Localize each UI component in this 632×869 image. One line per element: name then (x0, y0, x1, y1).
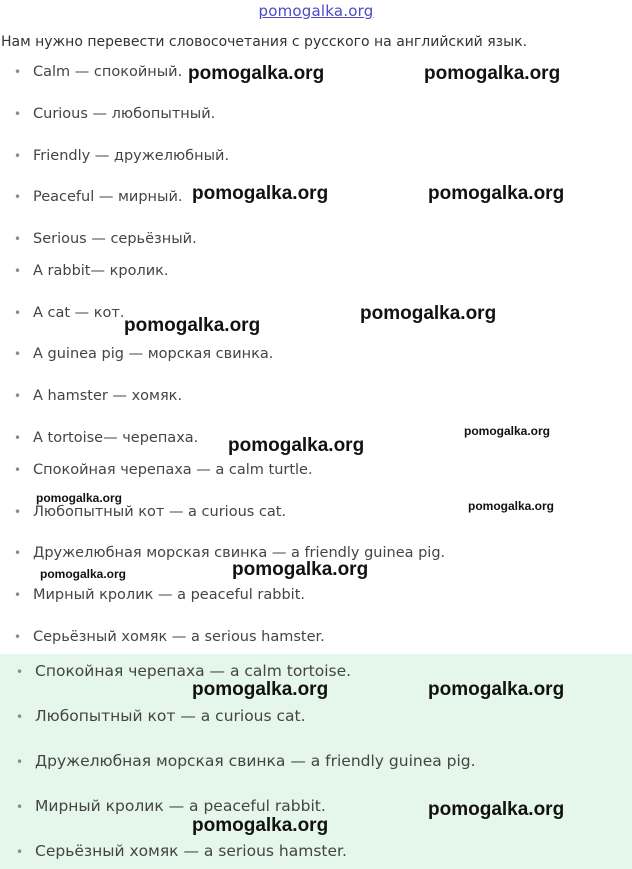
list-item (14, 587, 305, 603)
bullet-icon: • (14, 588, 22, 602)
list-item-text: Serious — серьёзный. (33, 231, 197, 247)
answer-item-text: Мирный кролик — a peaceful rabbit. (35, 797, 326, 815)
bullet-icon: • (14, 306, 22, 320)
watermark: pomogalka.org (192, 815, 329, 836)
bullet-icon: • (14, 630, 22, 644)
list-item (14, 106, 215, 122)
bullet-icon: • (14, 431, 22, 445)
bullet-icon: • (14, 463, 22, 477)
bullet-icon: • (16, 800, 24, 814)
list-item-text: A tortoise— черепаха. (33, 430, 199, 446)
answer-item (16, 842, 347, 860)
watermark: pomogalka.org (36, 491, 123, 505)
watermark: pomogalka.org (228, 435, 365, 456)
list-item (14, 545, 445, 561)
bullet-icon: • (14, 232, 22, 246)
watermark: pomogalka.org (40, 567, 127, 581)
list-item (14, 305, 124, 321)
list-item-text: Дружелюбная морская свинка — a friendly guinea pig. (33, 545, 446, 561)
bullet-icon: • (16, 710, 24, 724)
bullet-icon: • (16, 845, 24, 859)
list-item-text: A cat — кот. (33, 305, 125, 321)
list-item-text: Серьёзный хомяк — a serious hamster. (33, 629, 325, 645)
watermark: pomogalka.org (124, 315, 261, 336)
list-item (14, 189, 183, 205)
watermark: pomogalka.org (428, 183, 565, 204)
list-item-text: Friendly — дружелюбный. (33, 148, 230, 164)
watermark: pomogalka.org (428, 799, 565, 820)
list-item-text: A rabbit— кролик. (33, 263, 169, 279)
answer-item (16, 752, 476, 770)
list-item-text: A guinea pig — морская свинка. (33, 346, 274, 362)
watermark: pomogalka.org (428, 679, 565, 700)
bullet-icon: • (14, 149, 22, 163)
list-item-text: Мирный кролик — a peaceful rabbit. (33, 587, 306, 603)
list-item (14, 148, 229, 164)
list-item-text: Calm — спокойный. (33, 64, 183, 80)
bullet-icon: • (14, 505, 22, 519)
list-item-text: A hamster — хомяк. (33, 388, 183, 404)
watermark: pomogalka.org (464, 424, 551, 438)
bullet-icon: • (14, 546, 22, 560)
bullet-icon: • (16, 665, 24, 679)
bullet-icon: • (14, 389, 22, 403)
list-item-text: Curious — любопытный. (33, 106, 216, 122)
list-item-text: Peaceful — мирный. (33, 189, 183, 205)
bullet-icon: • (14, 65, 22, 79)
answer-item-text: Спокойная черепаха — a calm tortoise. (35, 662, 352, 680)
list-item (14, 430, 198, 446)
list-item (14, 263, 169, 279)
answer-item (16, 707, 306, 725)
list-item (14, 231, 197, 247)
watermark: pomogalka.org (232, 559, 369, 580)
watermark: pomogalka.org (424, 63, 561, 84)
bullet-icon: • (16, 755, 24, 769)
answer-item (16, 797, 326, 815)
list-item (14, 462, 313, 478)
intro-text: Нам нужно перевести словосочетания с русского на английский язык. (1, 34, 528, 50)
site-header-link[interactable]: pomogalka.org (258, 2, 374, 20)
list-item (14, 64, 182, 80)
watermark: pomogalka.org (188, 63, 325, 84)
bullet-icon: • (14, 107, 22, 121)
watermark: pomogalka.org (468, 499, 555, 513)
bullet-icon: • (14, 347, 22, 361)
answer-item (16, 662, 351, 680)
answer-item-text: Любопытный кот — a curious cat. (35, 707, 306, 725)
list-item (14, 629, 325, 645)
list-item-text: Любопытный кот — a curious cat. (33, 504, 287, 520)
watermark: pomogalka.org (192, 679, 329, 700)
list-item-text: Спокойная черепаха — a calm turtle. (33, 462, 313, 478)
answer-item-text: Дружелюбная морская свинка — a friendly guinea pig. (35, 752, 476, 770)
bullet-icon: • (14, 264, 22, 278)
list-item (14, 346, 273, 362)
answer-item-text: Серьёзный хомяк — a serious hamster. (35, 842, 347, 860)
bullet-icon: • (14, 190, 22, 204)
watermark: pomogalka.org (192, 183, 329, 204)
list-item (14, 504, 286, 520)
watermark: pomogalka.org (360, 303, 497, 324)
list-item (14, 388, 182, 404)
